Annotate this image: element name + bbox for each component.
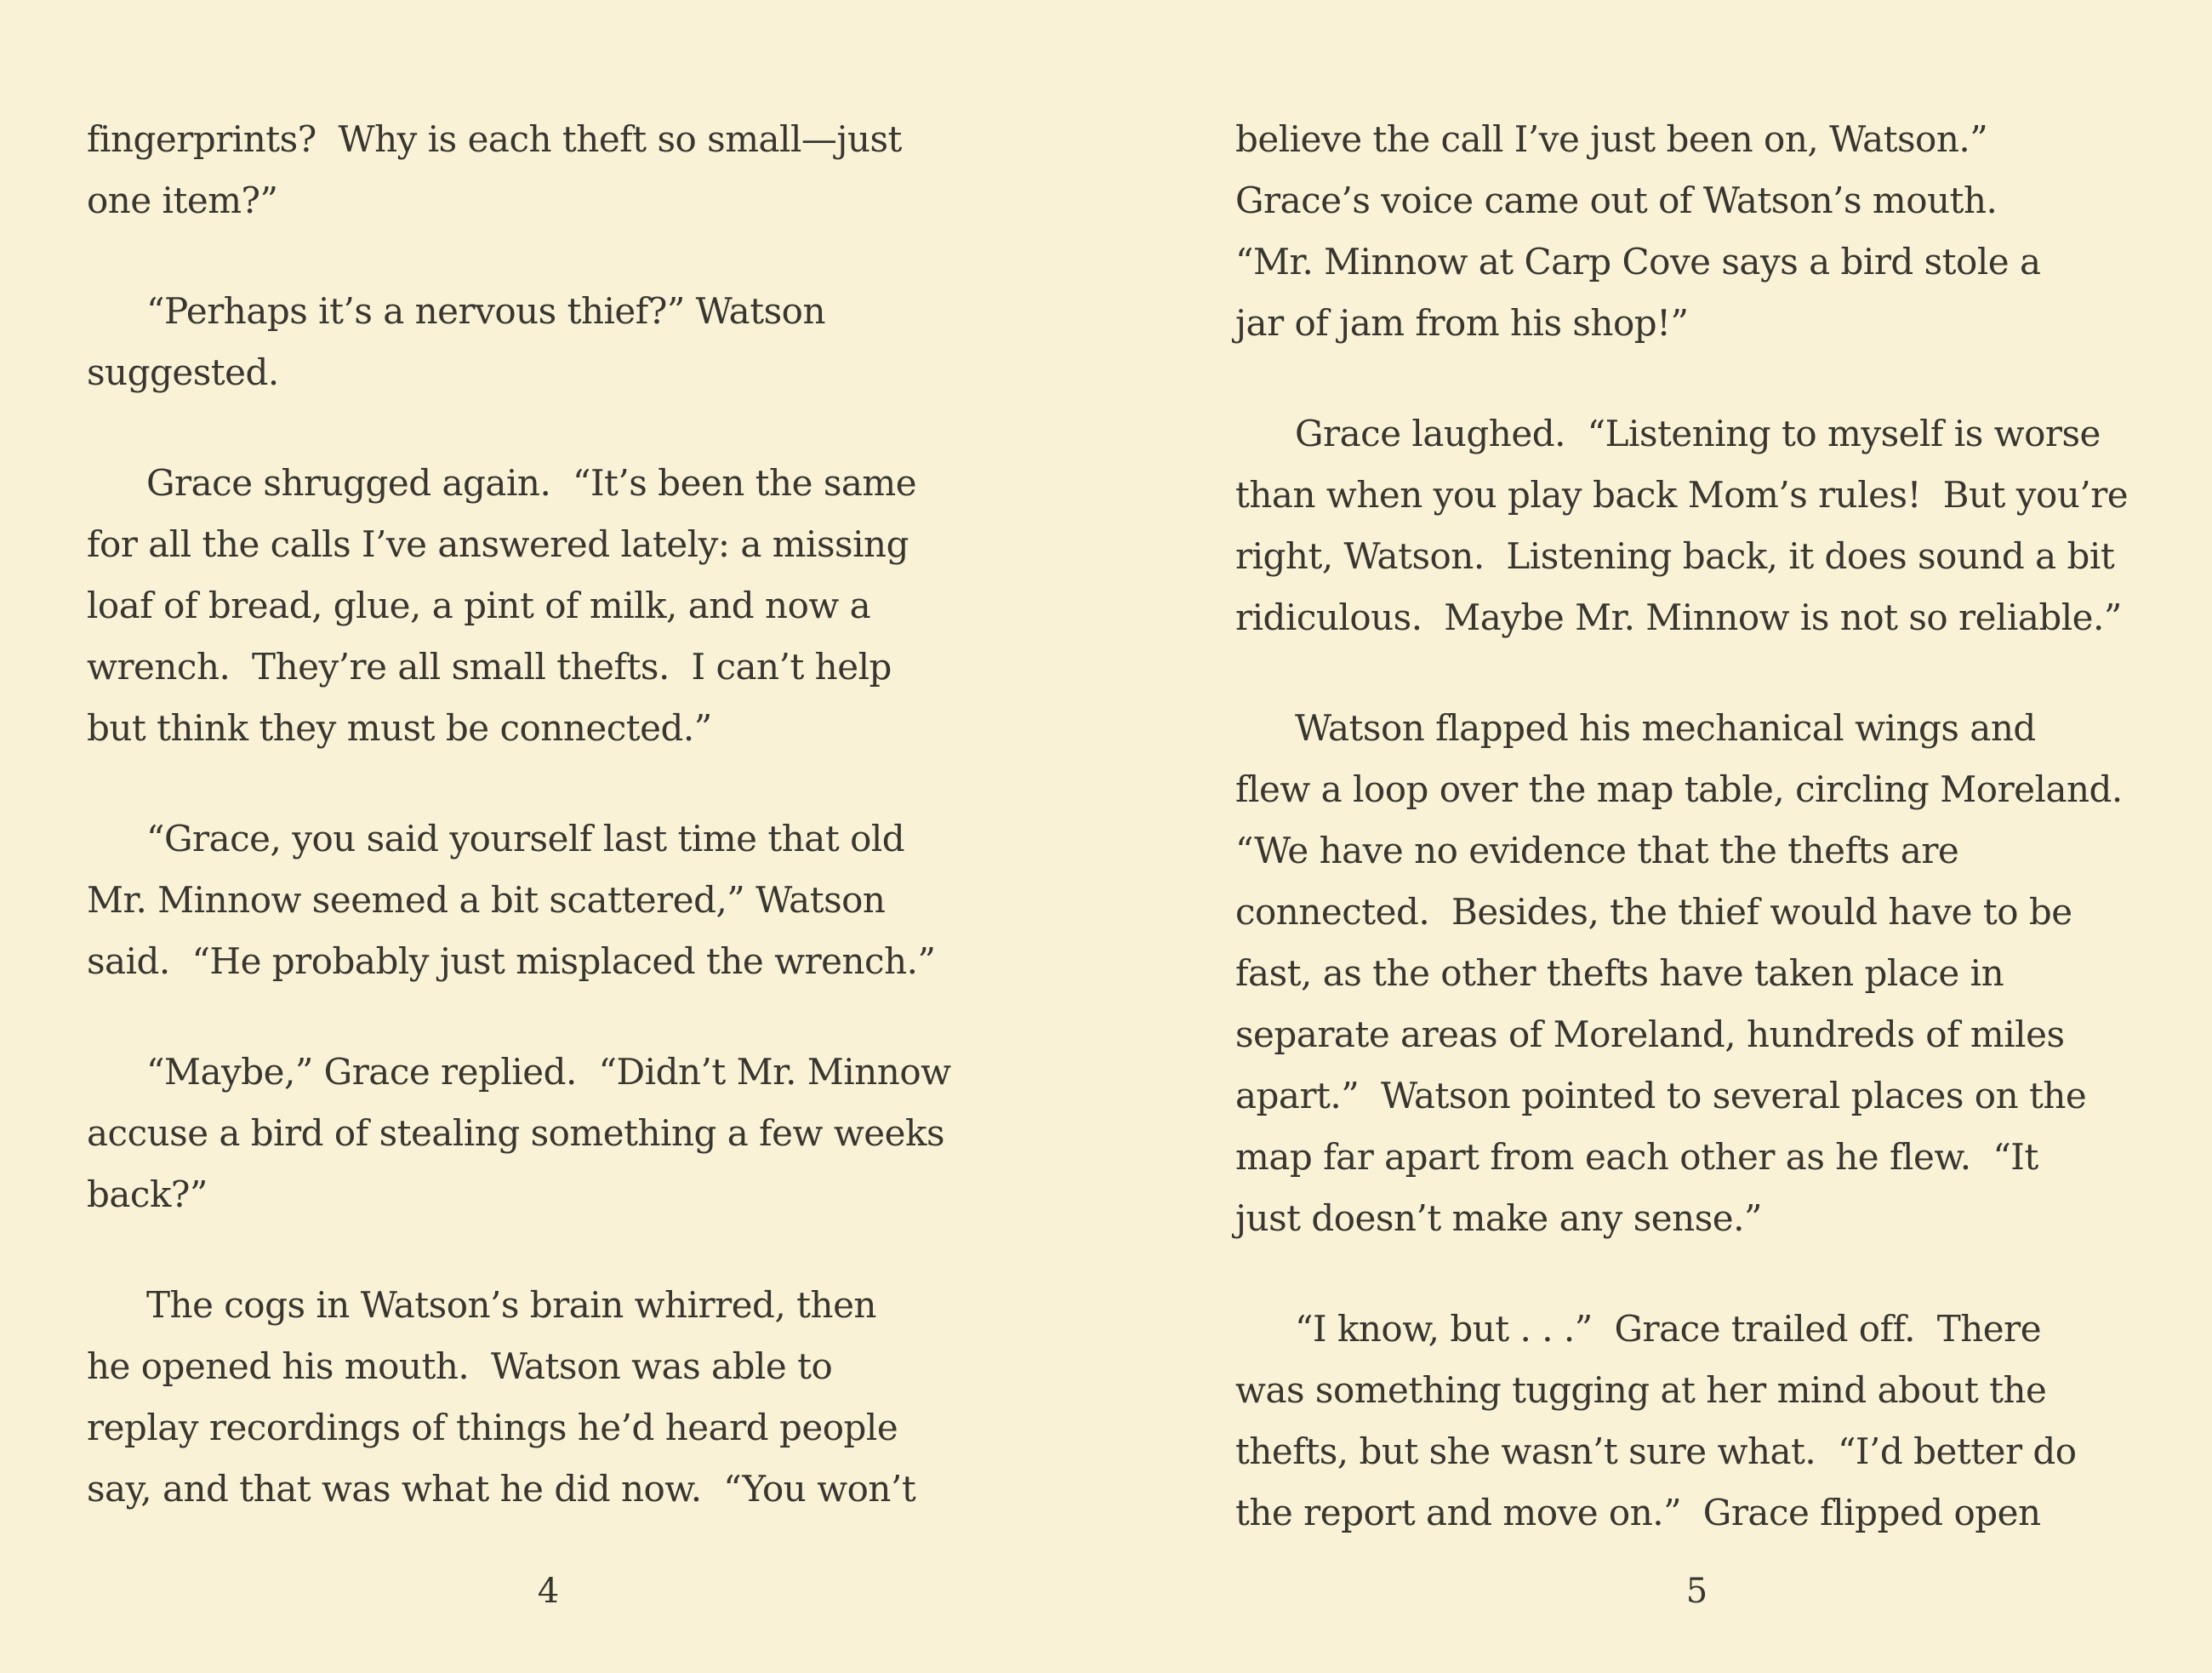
text-line: the report and move on.” Grace flipped open xyxy=(1235,1492,2041,1533)
text-line: Grace’s voice came out of Watson’s mouth. xyxy=(1235,180,1998,221)
text-line: he opened his mouth. Watson was able to xyxy=(87,1345,833,1387)
book-page-right xyxy=(1235,109,2158,1544)
text-line: accuse a bird of stealing something a few weeks xyxy=(87,1112,945,1154)
text-line: Watson flapped his mechanical wings and xyxy=(1295,707,2036,749)
text-line: but think they must be connected.” xyxy=(87,707,712,749)
paragraph xyxy=(87,808,1010,992)
page-number-left: 4 xyxy=(537,1572,560,1611)
text-line: believe the call I’ve just been on, Watson.” xyxy=(1235,118,1988,160)
paragraph xyxy=(1235,109,2158,354)
text-line: flew a loop over the map table, circling Moreland. xyxy=(1235,768,2123,810)
paragraph xyxy=(87,1275,1010,1520)
text-line: loaf of bread, glue, a pint of milk, and now a xyxy=(87,585,871,626)
text-line: than when you play back Mom’s rules! But you’re xyxy=(1235,474,2129,516)
text-line: Grace laughed. “Listening to myself is worse xyxy=(1295,413,2101,454)
book-page-left xyxy=(87,109,1010,1520)
text-line: ridiculous. Maybe Mr. Minnow is not so reliable.” xyxy=(1235,597,2122,638)
text-line: “We have no evidence that the thefts are xyxy=(1235,830,1959,871)
text-line: The cogs in Watson’s brain whirred, then xyxy=(146,1284,876,1326)
text-line: for all the calls I’ve answered lately: a missing xyxy=(87,523,909,565)
text-line: Grace shrugged again. “It’s been the same xyxy=(146,462,917,504)
text-line: right, Watson. Listening back, it does sound a bit xyxy=(1235,535,2115,577)
text-line: “Perhaps it’s a nervous thief?” Watson xyxy=(146,290,825,332)
paragraph xyxy=(1235,403,2158,648)
text-line: fingerprints? Why is each theft so small—just xyxy=(87,118,902,160)
text-line: one item?” xyxy=(87,180,278,221)
page-number-right: 5 xyxy=(1685,1572,1708,1611)
paragraph xyxy=(1235,698,2158,1249)
text-line: “I know, but . . .” Grace trailed off. There xyxy=(1295,1308,2042,1350)
text-line: jar of jam from his shop!” xyxy=(1235,302,1689,344)
paragraph xyxy=(87,1042,1010,1225)
text-line: was something tugging at her mind about the xyxy=(1235,1369,2047,1411)
text-line: fast, as the other thefts have taken place in xyxy=(1235,952,2004,994)
text-line: replay recordings of things he’d heard people xyxy=(87,1407,898,1448)
text-line: suggested. xyxy=(87,351,279,393)
paragraph xyxy=(87,281,1010,403)
paragraph xyxy=(87,109,1010,231)
text-line: map far apart from each other as he flew. “It xyxy=(1235,1136,2038,1178)
text-line: back?” xyxy=(87,1173,208,1215)
text-line: say, and that was what he did now. “You won’t xyxy=(87,1468,916,1510)
text-line: “Maybe,” Grace replied. “Didn’t Mr. Minnow xyxy=(146,1051,951,1093)
text-line: Mr. Minnow seemed a bit scattered,” Watson xyxy=(87,879,886,921)
paragraph xyxy=(87,453,1010,759)
paragraph xyxy=(1235,1299,2158,1544)
text-line: just doesn’t make any sense.” xyxy=(1235,1197,1762,1239)
text-line: apart.” Watson pointed to several places on the xyxy=(1235,1075,2087,1116)
text-line: connected. Besides, the thief would have to be xyxy=(1235,891,2072,933)
text-line: wrench. They’re all small thefts. I can’t help xyxy=(87,646,892,688)
text-line: thefts, but she wasn’t sure what. “I’d better do xyxy=(1235,1430,2077,1472)
text-line: “Grace, you said yourself last time that old xyxy=(146,818,905,859)
text-line: separate areas of Moreland, hundreds of miles xyxy=(1235,1014,2065,1055)
text-line: said. “He probably just misplaced the wrench.” xyxy=(87,940,936,982)
text-line: “Mr. Minnow at Carp Cove says a bird stole a xyxy=(1235,241,2041,283)
